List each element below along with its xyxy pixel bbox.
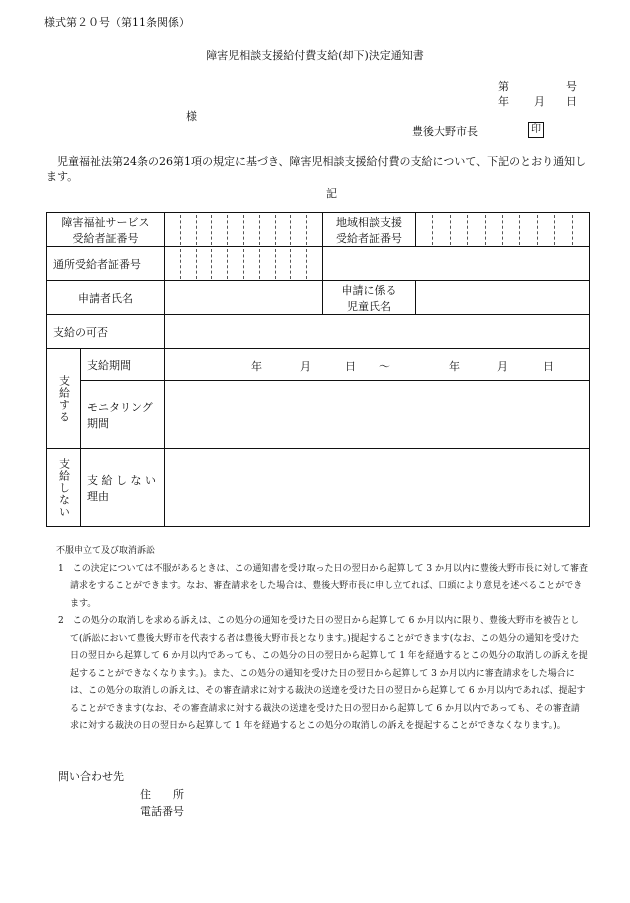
notes-item-2: 2 この処分の取消しを求める訴えは、この処分の通知を受けた日の翌日から起算して 6 か月以内に限り、豊後大野市を被告として(訴訟において豊後大野市を代表する者は豊後大野市長となります。)提起することができます(なお、この処分の通知を受けた日の翌日から起算して 6 か月以内であっても、この処分の日の翌日から起算して 1 年を経過するとこの処分の取消しの訴えを提起することができなくなります。)。また、この処分の通知を受けた日の翌日から起算して 3 か月以内に審査請求をした場合には、この処分の取消しの訴えは、その審査請求に対する裁決の送達を受けた日の翌日から起算して 6 か月以内であれば、提起することができます(なお、その審査請求に対する裁決の送達を受けた日の翌日から起算して 6 か月以内であっても、その審査請求に対する裁決の日の翌日から起算して 1 年を経過するとこの処分の取消しの訴えを提起することができなくなります。)。 bbox=[58, 616, 588, 731]
row-service-number bbox=[47, 213, 590, 247]
intro-text: 児童福祉法第24条の26第1項の規定に基づき、障害児相談支援給付費の支給について、下記のとおり通知します。 bbox=[46, 155, 587, 183]
service-number-boxes[interactable] bbox=[165, 213, 323, 247]
period-month2: 月 bbox=[497, 360, 508, 373]
contact-heading: 問い合わせ先 bbox=[58, 770, 124, 783]
row-names bbox=[47, 281, 590, 315]
notes-item-1: 1 この決定については不服があるときは、この通知書を受け取った日の翌日から起算して 3 か月以内に豊後大野市長に対して審査請求をすることができます。なお、審査請求をした場合は、豊後大野市長に申し立てれば、口頭により意見を述べることができます。 bbox=[58, 563, 588, 609]
child-name-field[interactable] bbox=[416, 281, 590, 315]
period-label: 支給期間 bbox=[81, 349, 165, 381]
applicant-name-label: 申請者氏名 bbox=[47, 281, 165, 315]
approval-label: 支給の可否 bbox=[47, 315, 165, 349]
issue-day: 日 bbox=[566, 95, 577, 108]
period-year: 年 bbox=[251, 360, 262, 373]
tsusho-number-label: 通所受給者証番号 bbox=[47, 247, 165, 281]
contact-phone-label: 電話番号 bbox=[140, 805, 184, 818]
seal-stamp: 印 bbox=[528, 122, 544, 138]
issue-dai: 第 bbox=[498, 80, 509, 93]
appeal-notes bbox=[58, 543, 588, 736]
reason-label: 支 給 し な い 理由 bbox=[81, 449, 165, 527]
issue-go: 号 bbox=[566, 80, 577, 93]
notes-heading: 不服申立て及び取消訴訟 bbox=[56, 546, 156, 556]
row-period bbox=[47, 349, 590, 381]
period-day2: 日 bbox=[543, 360, 554, 373]
ki-marker: 記 bbox=[326, 187, 337, 200]
monitoring-label: モニタリング 期間 bbox=[81, 381, 165, 449]
issue-month: 月 bbox=[534, 95, 545, 108]
row-monitoring bbox=[47, 381, 590, 449]
form-table bbox=[46, 212, 590, 527]
monitoring-field[interactable] bbox=[165, 381, 590, 449]
row-approval bbox=[47, 315, 590, 349]
addressee-suffix: 様 bbox=[186, 110, 197, 123]
child-name-label: 申請に係る 児童氏名 bbox=[323, 281, 416, 315]
issuer-name: 豊後大野市長 bbox=[412, 125, 478, 138]
form-number: 様式第２０号（第11条関係） bbox=[44, 16, 190, 29]
period-month: 月 bbox=[300, 360, 311, 373]
approval-field[interactable] bbox=[165, 315, 590, 349]
applicant-name-field[interactable] bbox=[165, 281, 323, 315]
period-year2: 年 bbox=[449, 360, 460, 373]
reason-field[interactable] bbox=[165, 449, 590, 527]
community-number-boxes[interactable] bbox=[416, 213, 590, 247]
tsusho-number-boxes[interactable] bbox=[165, 247, 323, 281]
shikyu-suru-label: 支給する bbox=[47, 349, 81, 449]
row-reason bbox=[47, 449, 590, 527]
contact-address-label: 住 所 bbox=[140, 788, 184, 801]
period-day: 日 bbox=[345, 360, 356, 373]
period-separator: ～ bbox=[379, 360, 390, 373]
period-field[interactable] bbox=[165, 349, 590, 381]
issue-year: 年 bbox=[498, 95, 509, 108]
shikyu-shinai-label: 支給しない bbox=[47, 449, 81, 527]
service-number-label: 障害福祉サービス 受給者証番号 bbox=[47, 213, 165, 247]
community-number-label: 地域相談支援 受給者証番号 bbox=[323, 213, 416, 247]
row-tsusho-number bbox=[47, 247, 590, 281]
document-title: 障害児相談支援給付費支給(却下)決定通知書 bbox=[206, 49, 424, 62]
tsusho-blank bbox=[323, 247, 590, 281]
